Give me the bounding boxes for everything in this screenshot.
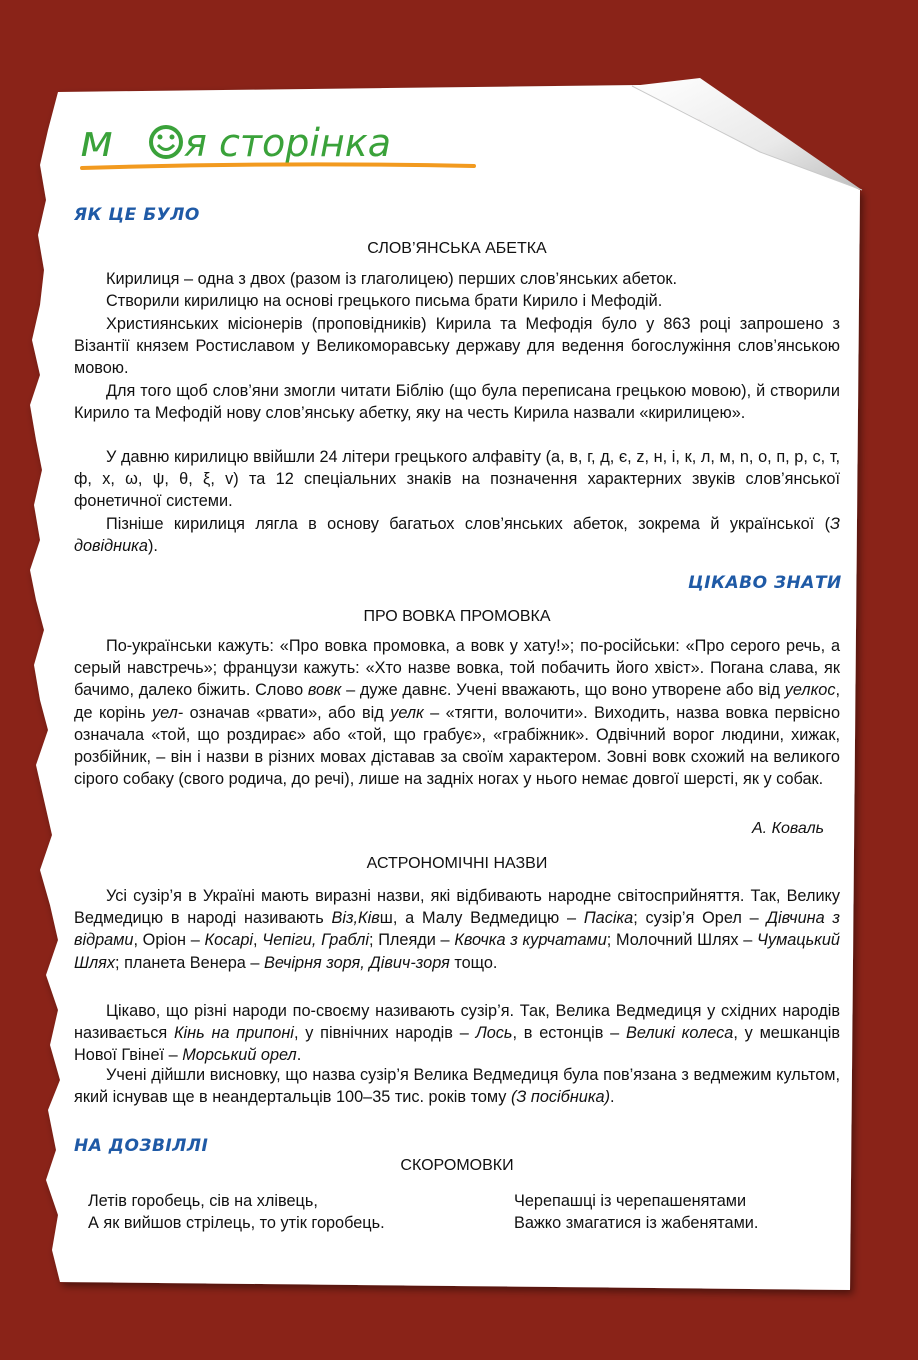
author: А. Коваль: [752, 820, 825, 837]
title-wolf: ПРО ВОВКА ПРОМОВКА: [363, 608, 551, 625]
section-heading-leisure: НА ДОЗВІЛЛІ: [74, 1136, 209, 1156]
smiley-icon: [151, 127, 181, 157]
verse-right-line-1: Черепашці із черепашенятами: [514, 1192, 747, 1210]
logo-underline: [82, 164, 474, 168]
section-heading-history: ЯК ЦЕ БУЛО: [74, 205, 200, 225]
paragraph-astro-3: Учені дійшли висновку, що назва сузір’я Велика Ведмедиця була пов’язана з ведмежим культом, який існував ще в неандертальців 100–35 тис. років тому (З посібника).: [74, 1066, 840, 1107]
paragraph-astro-1: Усі сузір’я в Україні мають виразні назви, які відбивають народне світосприйняття. Так, Велику Ведмедицю в народі називають Віз,Ківш, а Малу Ведмедицю – Пасіка; сузір’я Орел – Дівчина з відрами, Оріон – Косарі, Чепіги, Граблі; Плеяди – Квочка з курчатами; Молочний Шлях – Чумацький Шлях; планета Венера – Вечірня зоря, Дівич-зоря тощо.: [74, 887, 840, 972]
paragraph-6: Пізніше кирилиця лягла в основу багатьох слов’янських абеток, зокрема й української (З довідника).: [74, 515, 840, 556]
section-heading-interesting: ЦІКАВО ЗНАТИ: [688, 573, 842, 593]
title-tongue-twisters: СКОРОМОВКИ: [400, 1157, 514, 1174]
verse-left-line-2: А як вийшов стрілець, то утік горобець.: [88, 1214, 385, 1232]
paragraph-4: Для того щоб слов’яни змогли читати Біблію (що була переписана грецькою мовою), й створили Кирило та Мефодій нову слов’янську абетку, яку на честь Кирила назвали «кирилицею».: [74, 382, 840, 423]
logo-text-left: м: [80, 116, 114, 167]
paragraph-5: У давню кирилицю ввійшли 24 літери грецького алфавіту (а, в, г, д, є, z, н, і, к, л, м, n, о, п, р, с, т, ф, х, ω, ψ, θ, ξ, v) та 12 спеціальних знаків на позначення характерних звуків слов’янської фонетичної системи.: [74, 448, 840, 511]
title-astronomy: АСТРОНОМІЧНІ НАЗВИ: [366, 855, 548, 872]
paragraph-3: Християнських місіонерів (проповідників) Кирила та Мефодія було у 863 році запрошено з Візантії князем Ростиславом у Великоморавську державу для ведення богослужіння слов’янською мовою.: [74, 315, 840, 378]
logo-text-right: я сторінка: [184, 121, 391, 165]
paragraph-wolf: По-українськи кажуть: «Про вовка промовка, а вовк у хату!»; по-російськи: «Про серого речь, а серый навстречь»; французи кажуть: «Хто назве вовка, той побачить його хвіст». Погана слава, як бачимо, далеко біжить. Слово вовк – дуже давнє. Учені вважають, що воно утворене або від уелкос, де корінь уел- означав «рвати», або від уелк – «тягти, волочити». Виходить, назва вовка первісно означала «той, що роздирає» або «той, що грабує», «грабіжник». Одвічний ворог людини, хижак, розбійник, – він і назви в різних мовах діставав за своїм характером. Зовні вовк схожий на великого сірого собаку (свого родича, до речі), лише на задніх ногах у нього немає довгої шерсті, як у собак.: [74, 637, 840, 789]
paragraph-1: Кирилиця – одна з двох (разом із глаголицею) перших слов’янських абеток.: [106, 270, 678, 288]
paragraph-2: Створили кирилицю на основі грецького письма брати Кирило і Мефодій.: [106, 292, 663, 310]
verse-left-line-1: Летів горобець, сів на хлівець,: [88, 1192, 318, 1210]
paragraph-astro-2: Цікаво, що різні народи по-своєму називають сузір’я. Так, Велика Ведмедиця у східних народів називається Кінь на припоні, у північних народів – Лось, в естонців – Великі колеса, у мешканців Нової Гвінеї – Морський орел.: [74, 1002, 840, 1065]
verse-right-line-2: Важко змагатися із жабенятами.: [514, 1214, 759, 1232]
title-alphabet: СЛОВ’ЯНСЬКА АБЕТКА: [367, 240, 547, 257]
logo: [78, 110, 478, 180]
